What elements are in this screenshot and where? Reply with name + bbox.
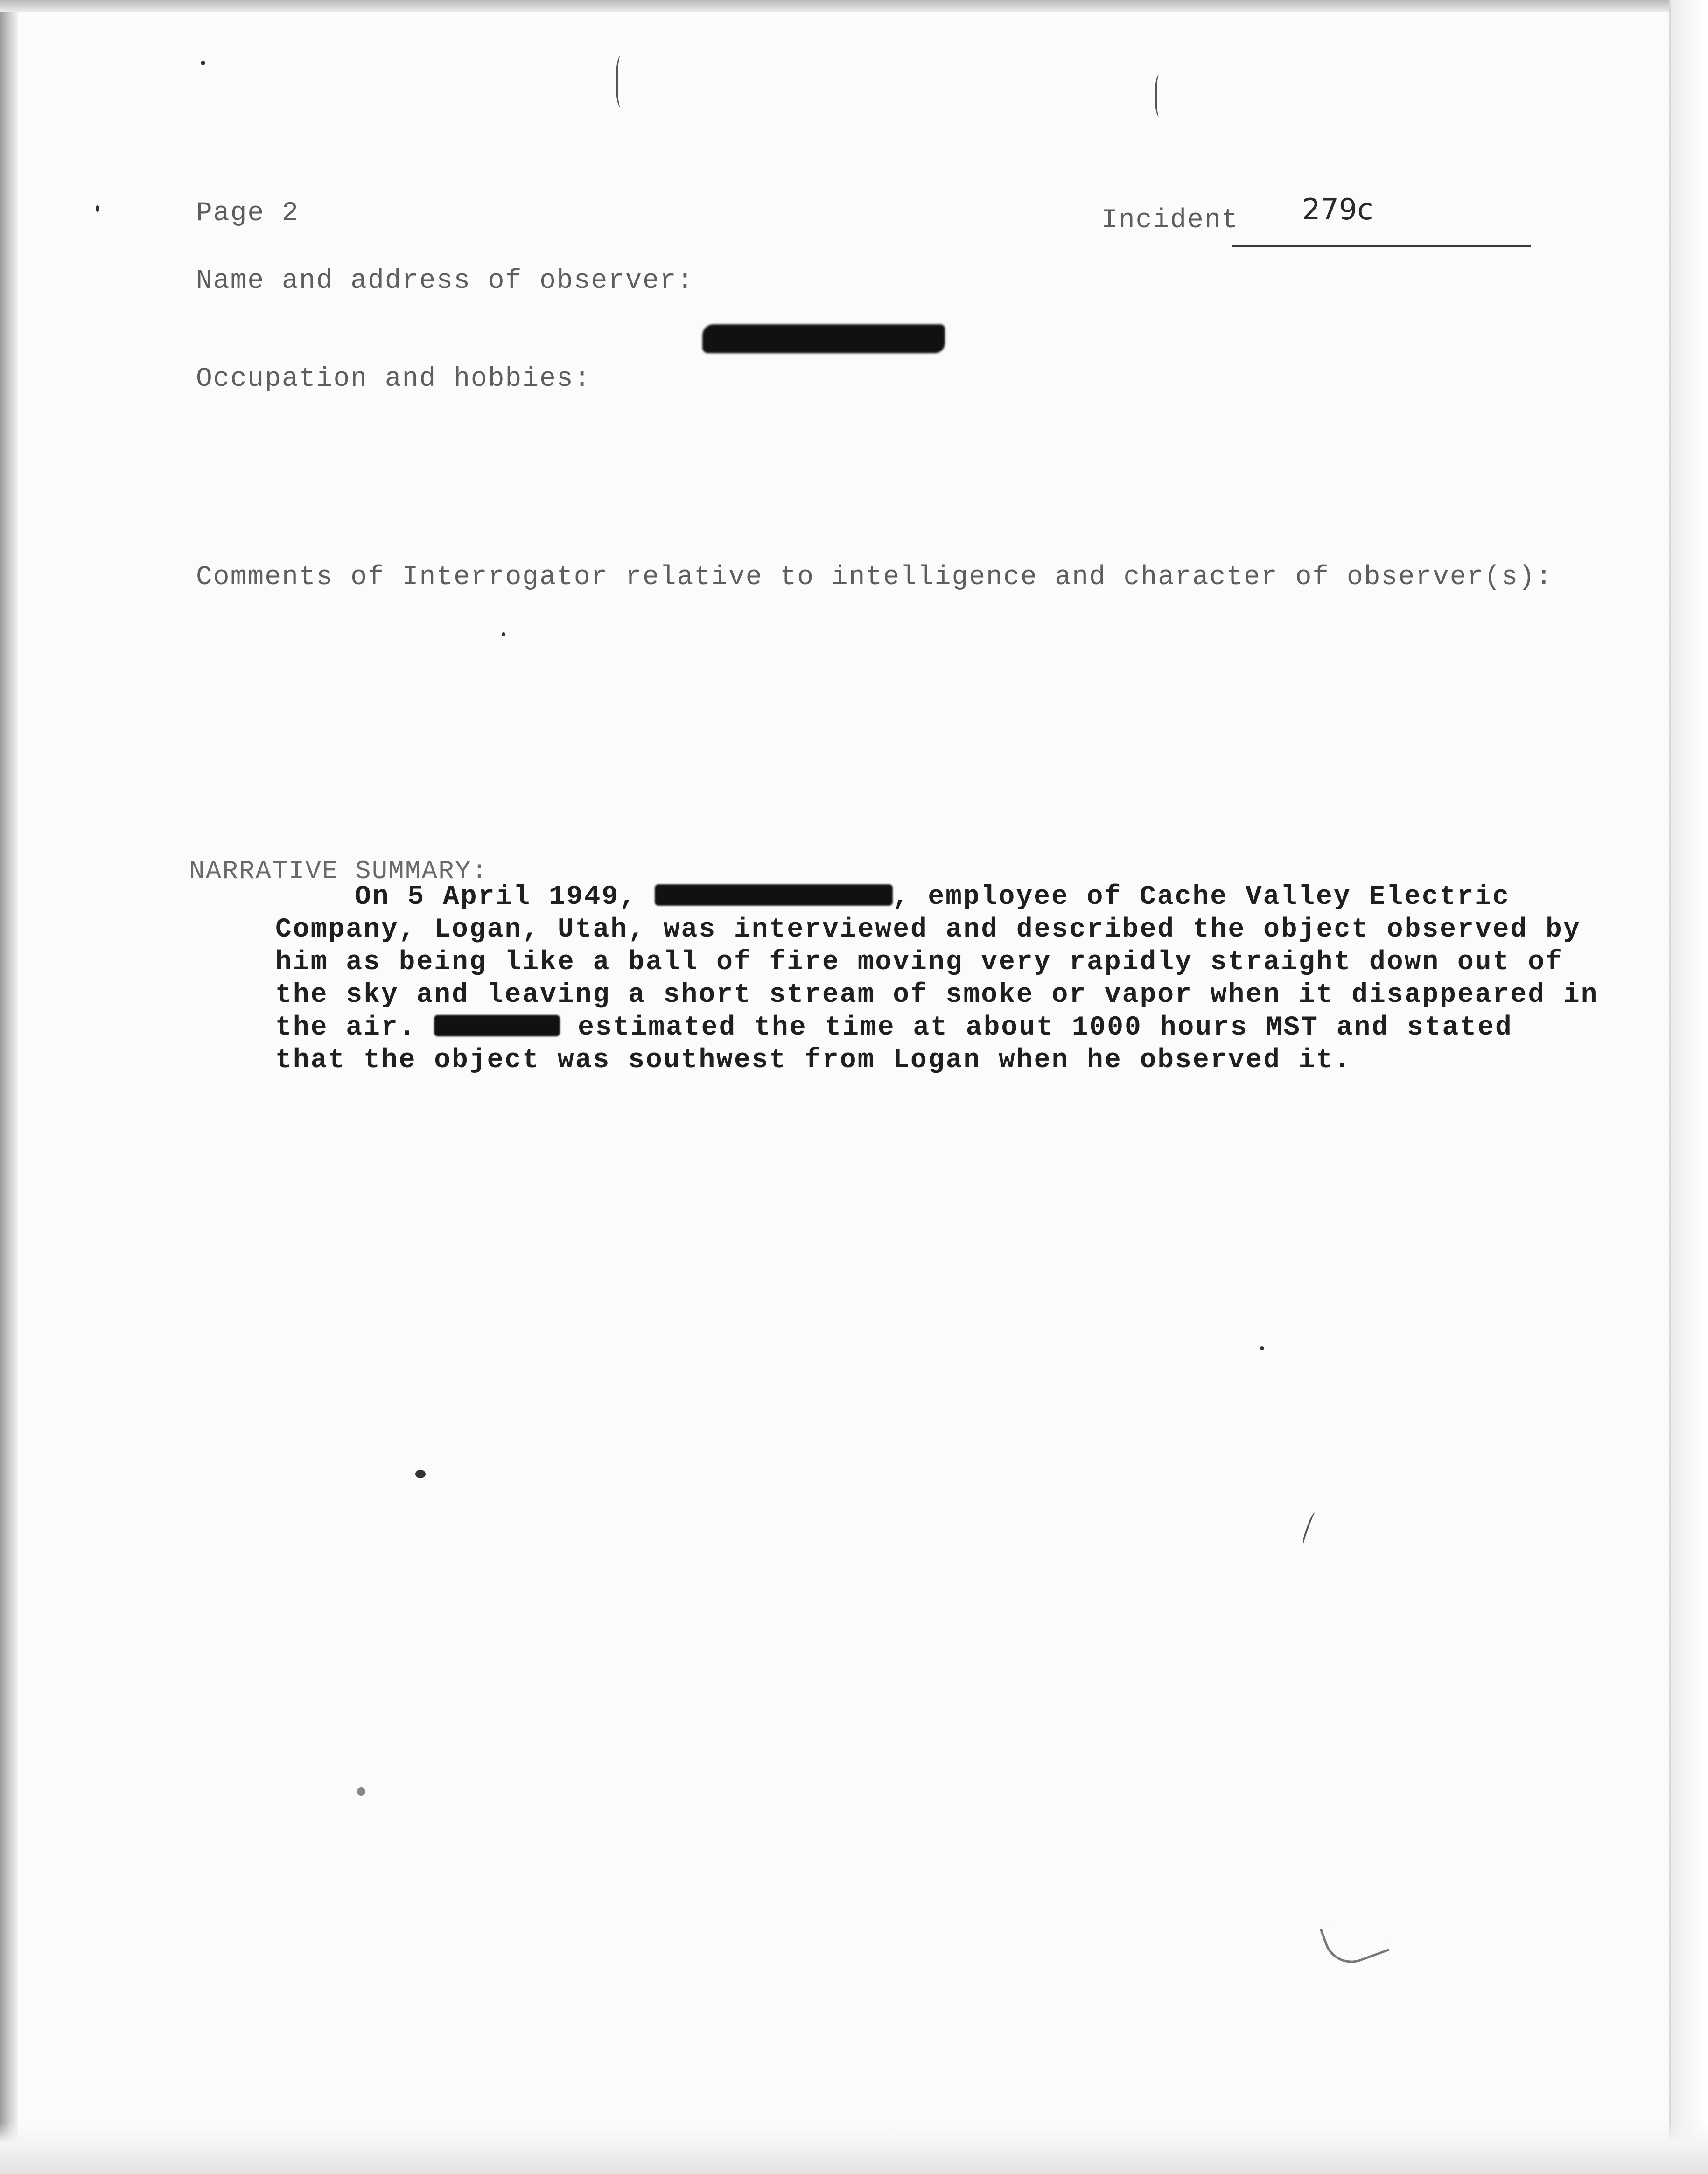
incident-number: 279c xyxy=(1302,192,1373,226)
narrative-line1-end: , employee of Cache Valley Electric xyxy=(892,882,1510,912)
incident-underline xyxy=(1232,245,1531,247)
incident-label: Incident xyxy=(1101,205,1239,236)
scan-mark xyxy=(1155,75,1165,117)
narrative-heading: NARRATIVE SUMMARY: xyxy=(189,856,488,886)
scan-speck xyxy=(502,632,505,636)
scan-speck xyxy=(96,205,99,212)
scan-bottom-edge xyxy=(0,2123,1708,2174)
observer-name-redaction xyxy=(702,324,945,353)
observer-redaction-2 xyxy=(434,1015,560,1036)
scan-speck xyxy=(357,1787,365,1796)
observer-redaction-1 xyxy=(655,884,893,906)
observer-name-label: Name and address of observer: xyxy=(196,266,694,296)
page-number: Page 2 xyxy=(196,198,299,229)
narrative-line: Company, Logan, Utah, was interviewed and described the object observed by xyxy=(275,915,1581,945)
scan-mark xyxy=(1301,1512,1318,1545)
narrative-line xyxy=(275,882,1535,915)
comments-label: Comments of Interrogator relative to intelligence and character of observer(s): xyxy=(196,562,1553,593)
scan-top-edge xyxy=(0,0,1708,12)
narrative-line xyxy=(275,1013,1535,1045)
narrative-line5-end: estimated the time at about 1000 hours MST and stated xyxy=(560,1013,1513,1043)
scan-mark xyxy=(616,56,627,107)
occupation-label: Occupation and hobbies: xyxy=(196,364,591,394)
narrative-body xyxy=(275,882,1599,1078)
scan-speck xyxy=(415,1470,426,1478)
scan-left-edge xyxy=(0,0,18,2174)
narrative-line: him as being like a ball of fire moving very rapidly straight down out of xyxy=(275,947,1563,978)
narrative-line1-start: On 5 April 1949, xyxy=(355,882,655,912)
narrative-line: that the object was southwest from Logan when he observed it. xyxy=(275,1045,1352,1076)
narrative-line5-start: the air. xyxy=(275,1013,434,1043)
scan-speck xyxy=(201,61,205,65)
scan-right-edge xyxy=(1669,0,1708,2174)
scan-speck xyxy=(1260,1346,1264,1350)
check-mark xyxy=(1320,1909,1390,1971)
narrative-line: the sky and leaving a short stream of smoke or vapor when it disappeared in xyxy=(275,980,1599,1010)
